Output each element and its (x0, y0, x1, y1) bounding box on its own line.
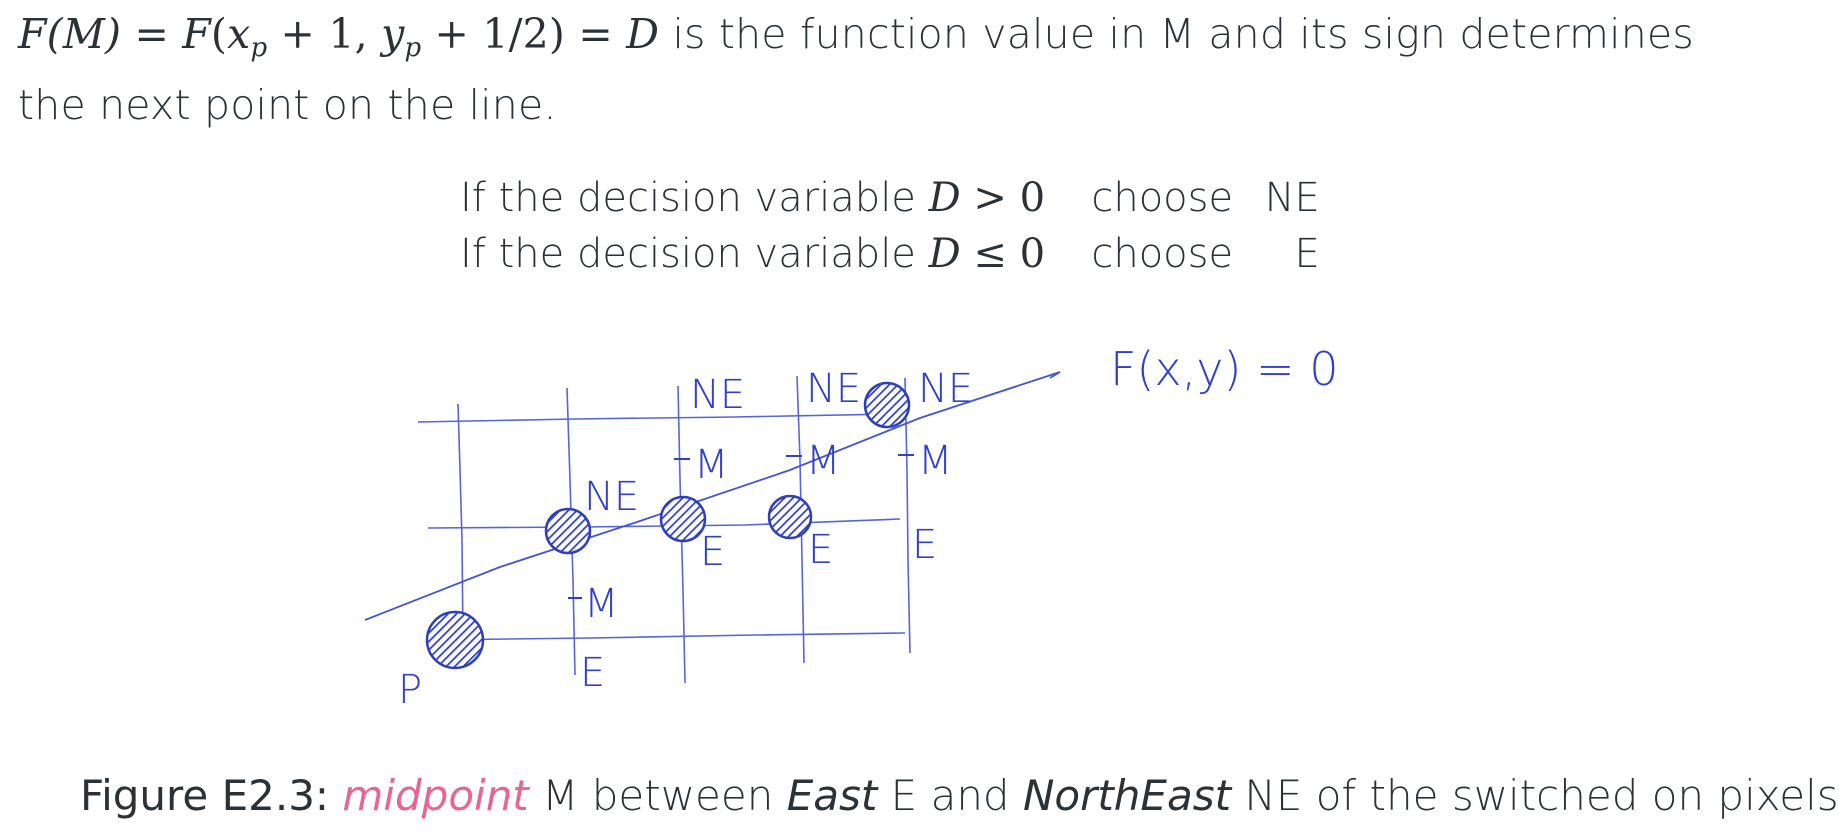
label-ne-3: NE (806, 366, 862, 412)
rule-prefix: If the decision variable (460, 231, 929, 277)
label-ne-2: NE (690, 372, 746, 418)
rule-verb: choose (1091, 231, 1234, 277)
pixel-p (427, 612, 483, 668)
intro-yp-sub: p (404, 33, 422, 63)
intro-func: F (182, 10, 211, 58)
label-e-4: E (912, 522, 938, 568)
intro-rest2: and its sign determines the next point on the line. (18, 10, 1694, 129)
caption-east: East (786, 771, 878, 820)
midpoint-sketch (0, 300, 1726, 720)
caption-m: M (528, 771, 592, 820)
intro-lhs: F(M) (18, 10, 122, 58)
intro-xp-sub: p (250, 33, 268, 63)
rule-verb: choose (1091, 175, 1234, 221)
intro-xp: x (227, 10, 251, 58)
rule-prefix: If the decision variable (460, 175, 929, 221)
label-p: P (398, 667, 423, 713)
label-e-1: E (580, 650, 606, 696)
caption-rest: of the switched on pixels (1315, 771, 1839, 820)
rule-choice: E (1294, 231, 1320, 277)
rule-positive (460, 170, 1320, 226)
intro-yp: y (381, 10, 405, 58)
label-m-3: M (806, 438, 841, 484)
intro-open: ( (210, 10, 228, 58)
figure-caption (80, 768, 1839, 824)
label-e-2: E (700, 529, 726, 575)
pixel-4 (769, 496, 811, 538)
pixel-5 (865, 383, 909, 427)
intro-rest1: is the function value in (659, 10, 1160, 58)
intro-paragraph (18, 6, 1718, 134)
grid-v-1 (458, 404, 463, 640)
caption-highlight: midpoint (342, 771, 529, 820)
grid-h-top (418, 414, 905, 422)
intro-eq2: = (565, 10, 627, 58)
pixel-3 (661, 497, 705, 541)
caption-ne: NE (1231, 771, 1316, 820)
intro-eq1: = (121, 10, 183, 58)
grid-h-bottom (428, 633, 905, 640)
caption-northeast: NorthEast (1022, 771, 1232, 820)
caption-e: E (877, 771, 931, 820)
intro-d: D (626, 10, 660, 58)
label-line: F(x,y) = 0 (1110, 342, 1339, 396)
intro-m: M (1159, 10, 1196, 58)
label-ne-4: NE (918, 366, 974, 412)
label-m-4: M (918, 438, 953, 484)
rule-nonpositive (460, 226, 1320, 282)
rule-var: D (928, 175, 961, 221)
rule-choice: NE (1264, 175, 1320, 221)
label-m-2: M (694, 442, 729, 488)
label-ne-1: NE (584, 474, 640, 520)
caption-prefix: Figure E2.3: (80, 771, 343, 820)
rule-var: D (928, 231, 961, 277)
label-m-1: M (584, 581, 619, 627)
caption-and: and (930, 771, 1023, 820)
intro-plus-half: + 1/2) (421, 10, 566, 58)
grid-v-5 (905, 378, 910, 653)
rule-cond: > 0 (960, 175, 1046, 221)
intro-plus1: + 1, (267, 10, 382, 58)
caption-between: between (591, 771, 787, 820)
label-e-3: E (808, 527, 834, 573)
rule-cond: ≤ 0 (960, 231, 1046, 277)
